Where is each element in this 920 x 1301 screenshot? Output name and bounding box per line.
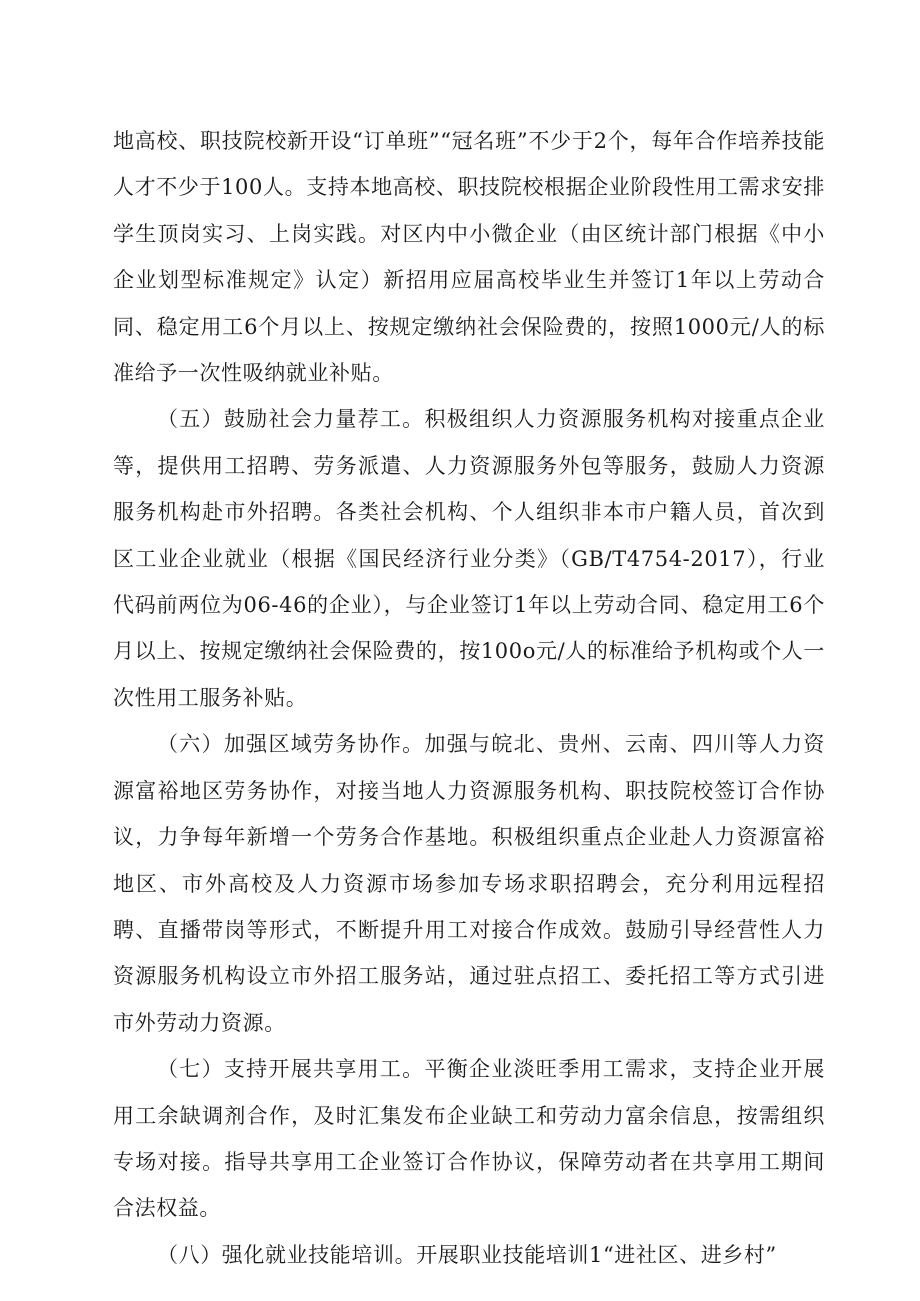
document-page xyxy=(113,118,825,1278)
paragraph-item-5: （五）鼓励社会力量荐工。积极组织人力资源服务机构对接重点企业等，提供用工招聘、劳务派遣、人力资源服务外包等服务，鼓励人力资源服务机构赴市外招聘。各类社会机构、个人组织非本市户籍人员，首次到区工业企业就业（根据《国民经济行业分类》（GB∕T4754-2017），行业代码前两位为06-46的企业），与企业签订1年以上劳动合同、稳定用工6个月以上、按规定缴纳社会保险费的，按100o元/人的标准给予机构或个人一次性用工服务补贴。 xyxy=(113,407,825,710)
paragraph-continuation: 地高校、职技院校新开设“订单班”“冠名班”不少于2个，每年合作培养技能人才不少于100人。支持本地高校、职技院校根据企业阶段性用工需求安排学生顶岗实习、上岗实践。对区内中小微企业（由区统计部门根据《中小企业划型标准规定》认定）新招用应届高校毕业生并签订1年以上劳动合同、稳定用工6个月以上、按规定缴纳社会保险费的，按照1000元/人的标准给予一次性吸纳就业补贴。 xyxy=(113,129,825,386)
paragraph-item-8: （八）强化就业技能培训。开展职业技能培训1“进社区、进乡村” xyxy=(157,1242,777,1267)
paragraph-item-6: （六）加强区域劳务协作。加强与皖北、贵州、云南、四川等人力资源富裕地区劳务协作，对接当地人力资源服务机构、职技院校签订合作协议，力争每年新增一个劳务合作基地。积极组织重点企业赴人力资源富裕地区、市外高校及人力资源市场参加专场求职招聘会，充分利用远程招聘、直播带岗等形式，不断提升用工对接合作成效。鼓励引导经营性人力资源服务机构设立市外招工服务站，通过驻点招工、委托招工等方式引进市外劳动力资源。 xyxy=(113,732,825,1035)
paragraph-item-7: （七）支持开展共享用工。平衡企业淡旺季用工需求，支持企业开展用工余缺调剂合作，及时汇集发布企业缺工和劳动力富余信息，按需组织专场对接。指导共享用工企业签订合作协议，保障劳动者在共享用工期间合法权益。 xyxy=(113,1057,825,1221)
